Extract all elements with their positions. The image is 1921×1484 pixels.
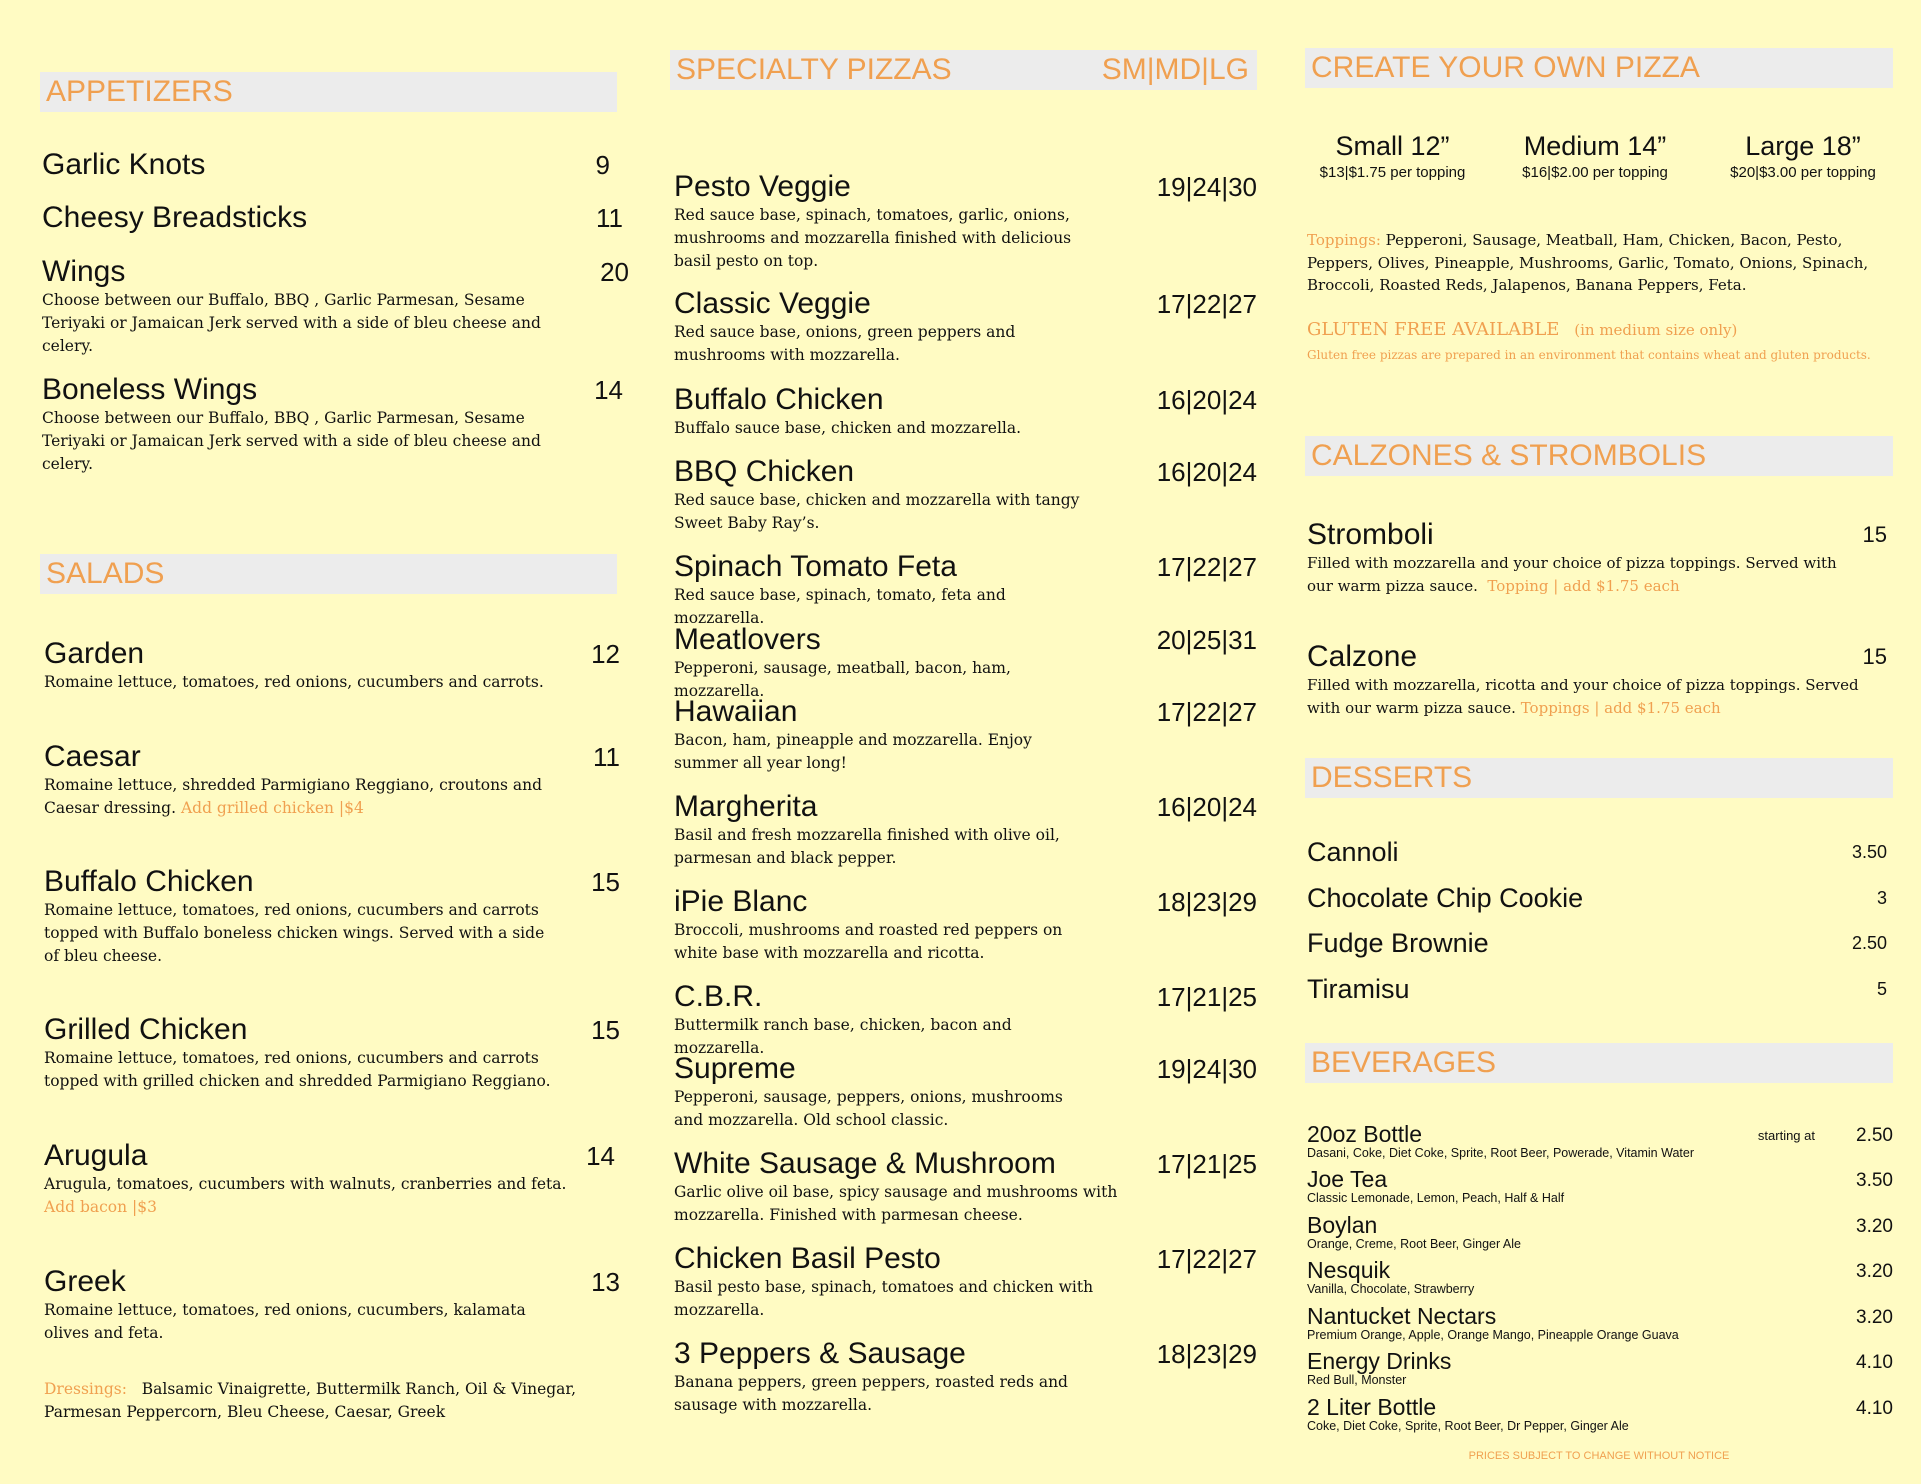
menu-item	[42, 373, 623, 476]
item-description: Romaine lettuce, tomatoes, red onions, cucumbers and carrots.	[44, 673, 544, 691]
menu-item	[44, 865, 620, 968]
beverage-item	[1307, 1395, 1893, 1433]
pizza-item	[674, 455, 1257, 535]
pizza-item	[674, 980, 1257, 1060]
item-description: Orange, Creme, Root Beer, Ginger Ale	[1307, 1237, 1521, 1251]
dressings-list: Balsamic Vinaigrette, Buttermilk Ranch, Oil & Vinegar, Parmesan Peppercorn, Bleu Cheese, Caesar, Greek	[44, 1380, 577, 1421]
size-price: $16|$2.00 per topping	[1522, 164, 1668, 181]
sizes-label: SM|MD|LG	[1101, 53, 1249, 86]
item-price: 17|22|27	[1156, 697, 1257, 727]
toppings-label: Toppings:	[1307, 231, 1381, 249]
item-price: 18|23|29	[1156, 1339, 1257, 1369]
item-name: 3 Peppers & Sausage	[674, 1337, 966, 1370]
salads-header	[40, 554, 617, 594]
item-description: Vanilla, Chocolate, Strawberry	[1307, 1282, 1475, 1296]
pizza-item	[674, 1052, 1257, 1132]
item-name: Boneless Wings	[42, 373, 258, 406]
item-description: Filled with mozzarella and your choice of pizza toppings. Served with our warm pizza sauce.	[1307, 554, 1837, 595]
item-price: 14	[594, 375, 623, 405]
item-description: Broccoli, mushrooms and roasted red peppers on white base with mozzarella and ricotta.	[674, 921, 1063, 962]
desserts-title: DESSERTS	[1311, 761, 1473, 794]
item-description: Pepperoni, sausage, peppers, onions, mushrooms and mozzarella. Old school classic.	[674, 1088, 1063, 1129]
item-price: 13	[591, 1267, 620, 1297]
item-name: Hawaiian	[674, 695, 798, 728]
item-name: Spinach Tomato Feta	[674, 550, 957, 583]
item-name: Cannoli	[1307, 837, 1399, 867]
pizza-item	[674, 383, 1257, 440]
item-name: Buffalo Chicken	[44, 865, 254, 898]
item-name: 2 Liter Bottle	[1307, 1394, 1437, 1420]
item-price: 17|21|25	[1156, 982, 1257, 1012]
appetizers-title: APPETIZERS	[46, 75, 233, 108]
item-name: Nantucket Nectars	[1307, 1303, 1497, 1329]
item-price: 18|23|29	[1156, 887, 1257, 917]
item-name: Caesar	[44, 740, 141, 773]
calzones-header	[1305, 436, 1893, 476]
item-price: 3.20	[1856, 1307, 1893, 1328]
item-description: Coke, Diet Coke, Sprite, Root Beer, Dr Pepper, Ginger Ale	[1307, 1419, 1629, 1433]
item-price: 19|24|30	[1156, 172, 1257, 202]
item-name: BBQ Chicken	[674, 455, 855, 488]
starting-at-label: starting at	[1757, 1128, 1815, 1143]
item-description: Filled with mozzarella, ricotta and your choice of pizza toppings. Served with our warm pizza sauce.	[1307, 676, 1859, 717]
pizza-item	[674, 1337, 1257, 1417]
item-price: 3.20	[1856, 1216, 1893, 1237]
item-name: Buffalo Chicken	[674, 383, 884, 416]
item-description: Romaine lettuce, shredded Parmigiano Reggiano, croutons and Caesar dressing.	[44, 776, 543, 817]
beverage-item	[1307, 1167, 1893, 1205]
dessert-item	[1307, 972, 1887, 1006]
item-name: Chocolate Chip Cookie	[1307, 883, 1584, 913]
item-description: Choose between our Buffalo, BBQ , Garlic Parmesan, Sesame Teriyaki or Jamaican Jerk served with a side of bleu cheese and celery.	[42, 291, 541, 355]
gluten-free-note	[1307, 318, 1893, 342]
dressings-label: Dressings:	[44, 1380, 127, 1398]
pizza-item	[674, 170, 1257, 273]
item-price: 11	[596, 203, 623, 233]
item-price: 12	[591, 639, 620, 669]
item-addon: Add grilled chicken |$4	[180, 799, 364, 817]
item-price: 5	[1876, 979, 1887, 999]
item-price: 16|20|24	[1156, 385, 1257, 415]
item-price: 15	[1862, 644, 1887, 669]
item-description: Garlic olive oil base, spicy sausage and mushrooms with mozzarella. Finished with parmesan cheese.	[674, 1183, 1118, 1224]
item-price: 17|21|25	[1156, 1149, 1257, 1179]
item-price: 16|20|24	[1156, 792, 1257, 822]
item-price: 3.50	[1856, 1170, 1893, 1191]
item-name: Meatlovers	[674, 623, 821, 656]
item-name: Tiramisu	[1307, 974, 1410, 1004]
menu-item	[42, 148, 610, 182]
specialty-pizzas-header	[670, 50, 1257, 90]
item-description: Romaine lettuce, tomatoes, red onions, cucumbers and carrots topped with grilled chicken and shredded Parmigiano Reggiano.	[44, 1049, 551, 1090]
item-description: Bacon, ham, pineapple and mozzarella. Enjoy summer all year long!	[674, 731, 1032, 772]
item-price: 20	[600, 257, 629, 287]
item-name: White Sausage & Mushroom	[674, 1147, 1056, 1180]
gluten-free-disclaimer: Gluten free pizzas are prepared in an environment that contains wheat and gluten products.	[1307, 348, 1871, 362]
item-addon: Add bacon |$3	[44, 1198, 157, 1216]
item-description: Pepperoni, sausage, meatball, bacon, ham, mozzarella.	[674, 659, 1011, 700]
pizza-item	[674, 287, 1257, 367]
item-name: Energy Drinks	[1307, 1348, 1452, 1374]
item-name: Calzone	[1307, 640, 1418, 673]
menu-item	[44, 637, 620, 694]
item-description: Banana peppers, green peppers, roasted reds and sausage with mozzarella.	[674, 1373, 1068, 1414]
dessert-item	[1307, 881, 1887, 915]
dressings-note	[44, 1378, 584, 1424]
size-name: Medium 14”	[1523, 131, 1667, 161]
size-price: $13|$1.75 per topping	[1319, 164, 1466, 181]
menu-item	[44, 740, 620, 820]
menu-item	[1307, 640, 1887, 720]
dessert-item	[1307, 926, 1887, 960]
item-description: Basil pesto base, spinach, tomatoes and chicken with mozzarella.	[674, 1278, 1094, 1319]
item-description: Buffalo sauce base, chicken and mozzarella.	[674, 419, 1022, 437]
item-description: Red sauce base, chicken and mozzarella with tangy Sweet Baby Ray’s.	[674, 491, 1080, 532]
pizza-item	[674, 1147, 1257, 1227]
item-price: 19|24|30	[1156, 1054, 1257, 1084]
menu-item	[44, 1013, 620, 1093]
pizza-item	[674, 885, 1257, 965]
item-name: Garlic Knots	[42, 148, 206, 181]
item-price: 15	[1862, 522, 1887, 547]
beverage-item	[1307, 1304, 1893, 1342]
item-name: Pesto Veggie	[674, 170, 851, 203]
item-description: Choose between our Buffalo, BBQ , Garlic Parmesan, Sesame Teriyaki or Jamaican Jerk served with a side of bleu cheese and celery.	[42, 409, 541, 473]
item-price: 2.50	[1856, 1125, 1893, 1146]
pizza-sizes	[1305, 130, 1893, 190]
item-description: Red sauce base, spinach, tomato, feta and mozzarella.	[674, 586, 1006, 627]
item-price: 2.50	[1851, 933, 1887, 953]
item-price: 17|22|27	[1156, 552, 1257, 582]
menu-item	[44, 1139, 615, 1219]
item-name: Chicken Basil Pesto	[674, 1242, 941, 1275]
menu-item	[44, 1265, 620, 1345]
item-name: Joe Tea	[1307, 1166, 1388, 1192]
item-price: 3.20	[1856, 1261, 1893, 1282]
item-name: Grilled Chicken	[44, 1013, 248, 1046]
item-name: Garden	[44, 637, 145, 670]
item-price: 4.10	[1856, 1398, 1893, 1419]
create-pizza-title: CREATE YOUR OWN PIZZA	[1311, 51, 1700, 84]
beverage-item	[1307, 1349, 1893, 1387]
item-name: Classic Veggie	[674, 287, 871, 320]
pizza-item	[674, 790, 1257, 870]
prices-notice: PRICES SUBJECT TO CHANGE WITHOUT NOTICE	[1468, 1450, 1730, 1462]
size-small	[1305, 130, 1480, 184]
calzones-title: CALZONES & STROMBOLIS	[1311, 439, 1707, 472]
item-price: 15	[591, 1015, 620, 1045]
item-name: 20oz Bottle	[1307, 1121, 1423, 1147]
item-price: 20|25|31	[1156, 625, 1257, 655]
item-description: Romaine lettuce, tomatoes, red onions, cucumbers, kalamata olives and feta.	[44, 1301, 526, 1342]
item-price: 14	[586, 1141, 615, 1171]
item-price: 16|20|24	[1156, 457, 1257, 487]
item-name: Wings	[42, 255, 126, 288]
item-description: Dasani, Coke, Diet Coke, Sprite, Root Beer, Powerade, Vitamin Water	[1307, 1146, 1694, 1160]
item-name: Arugula	[44, 1139, 148, 1172]
salads-title: SALADS	[46, 557, 165, 590]
item-description: Romaine lettuce, tomatoes, red onions, cucumbers and carrots topped with Buffalo boneless chicken wings. Served with a side of bleu cheese.	[44, 901, 545, 965]
item-addon: Toppings | add $1.75 each	[1520, 699, 1721, 717]
item-name: C.B.R.	[674, 980, 763, 1013]
item-description: Red sauce base, spinach, tomatoes, garlic, onions, mushrooms and mozzarella finished with delicious basil pesto on top.	[674, 206, 1072, 270]
item-price: 4.10	[1856, 1352, 1893, 1373]
item-name: Margherita	[674, 790, 818, 823]
size-name: Small 12”	[1335, 131, 1450, 161]
size-large	[1713, 130, 1893, 184]
item-price: 3.50	[1851, 842, 1887, 862]
item-description: Buttermilk ranch base, chicken, bacon and mozzarella.	[674, 1016, 1012, 1057]
item-name: Nesquik	[1307, 1257, 1391, 1283]
dessert-item	[1307, 835, 1887, 869]
beverage-item	[1307, 1122, 1893, 1160]
item-price: 17|22|27	[1156, 289, 1257, 319]
gluten-free-title: GLUTEN FREE AVAILABLE	[1307, 319, 1560, 340]
menu-item	[42, 201, 623, 235]
item-name: Stromboli	[1307, 518, 1434, 551]
item-description: Classic Lemonade, Lemon, Peach, Half & Half	[1307, 1191, 1565, 1205]
gluten-free-size-note: (in medium size only)	[1574, 321, 1738, 339]
size-medium	[1505, 130, 1685, 184]
item-name: Boylan	[1307, 1212, 1378, 1238]
pizza-item	[674, 1242, 1257, 1322]
appetizers-header	[40, 72, 617, 112]
toppings-list	[1307, 229, 1893, 297]
item-description: Arugula, tomatoes, cucumbers with walnuts, cranberries and feta.	[44, 1175, 567, 1193]
item-price: 3	[1876, 888, 1887, 908]
create-pizza-header	[1305, 48, 1893, 88]
item-price: 17|22|27	[1156, 1244, 1257, 1274]
beverages-title: BEVERAGES	[1311, 1046, 1497, 1079]
toppings-text: Pepperoni, Sausage, Meatball, Ham, Chicken, Bacon, Pesto, Peppers, Olives, Pineapple, Mushrooms, Garlic, Tomato, Onions, Spinach, Broccoli, Roasted Reds, Jalapenos, Banana Peppers, Feta.	[1307, 231, 1869, 294]
item-name: Cheesy Breadsticks	[42, 201, 308, 234]
desserts-header	[1305, 758, 1893, 798]
menu-item	[1307, 518, 1887, 598]
item-name: Supreme	[674, 1052, 796, 1085]
item-description: Basil and fresh mozzarella finished with olive oil, parmesan and black pepper.	[674, 826, 1060, 867]
item-description: Premium Orange, Apple, Orange Mango, Pineapple Orange Guava	[1307, 1328, 1679, 1342]
beverages-header	[1305, 1043, 1893, 1083]
item-price: 15	[591, 867, 620, 897]
item-addon: Topping | add $1.75 each	[1487, 577, 1680, 595]
pizza-item	[674, 623, 1257, 703]
beverage-item	[1307, 1213, 1893, 1251]
item-name: iPie Blanc	[674, 885, 808, 918]
beverage-item	[1307, 1258, 1893, 1296]
size-price: $20|$3.00 per topping	[1730, 164, 1876, 181]
specialty-pizzas-title: SPECIALTY PIZZAS	[676, 53, 952, 86]
size-name: Large 18”	[1745, 131, 1861, 161]
pizza-item	[674, 695, 1257, 775]
item-description: Red Bull, Monster	[1307, 1373, 1407, 1387]
item-price: 9	[595, 150, 610, 180]
item-name: Fudge Brownie	[1307, 928, 1489, 958]
pizza-item	[674, 550, 1257, 630]
item-description: Red sauce base, onions, green peppers and mushrooms with mozzarella.	[674, 323, 1016, 364]
item-price: 11	[593, 742, 620, 772]
menu-item	[42, 255, 629, 358]
item-name: Greek	[44, 1265, 126, 1298]
